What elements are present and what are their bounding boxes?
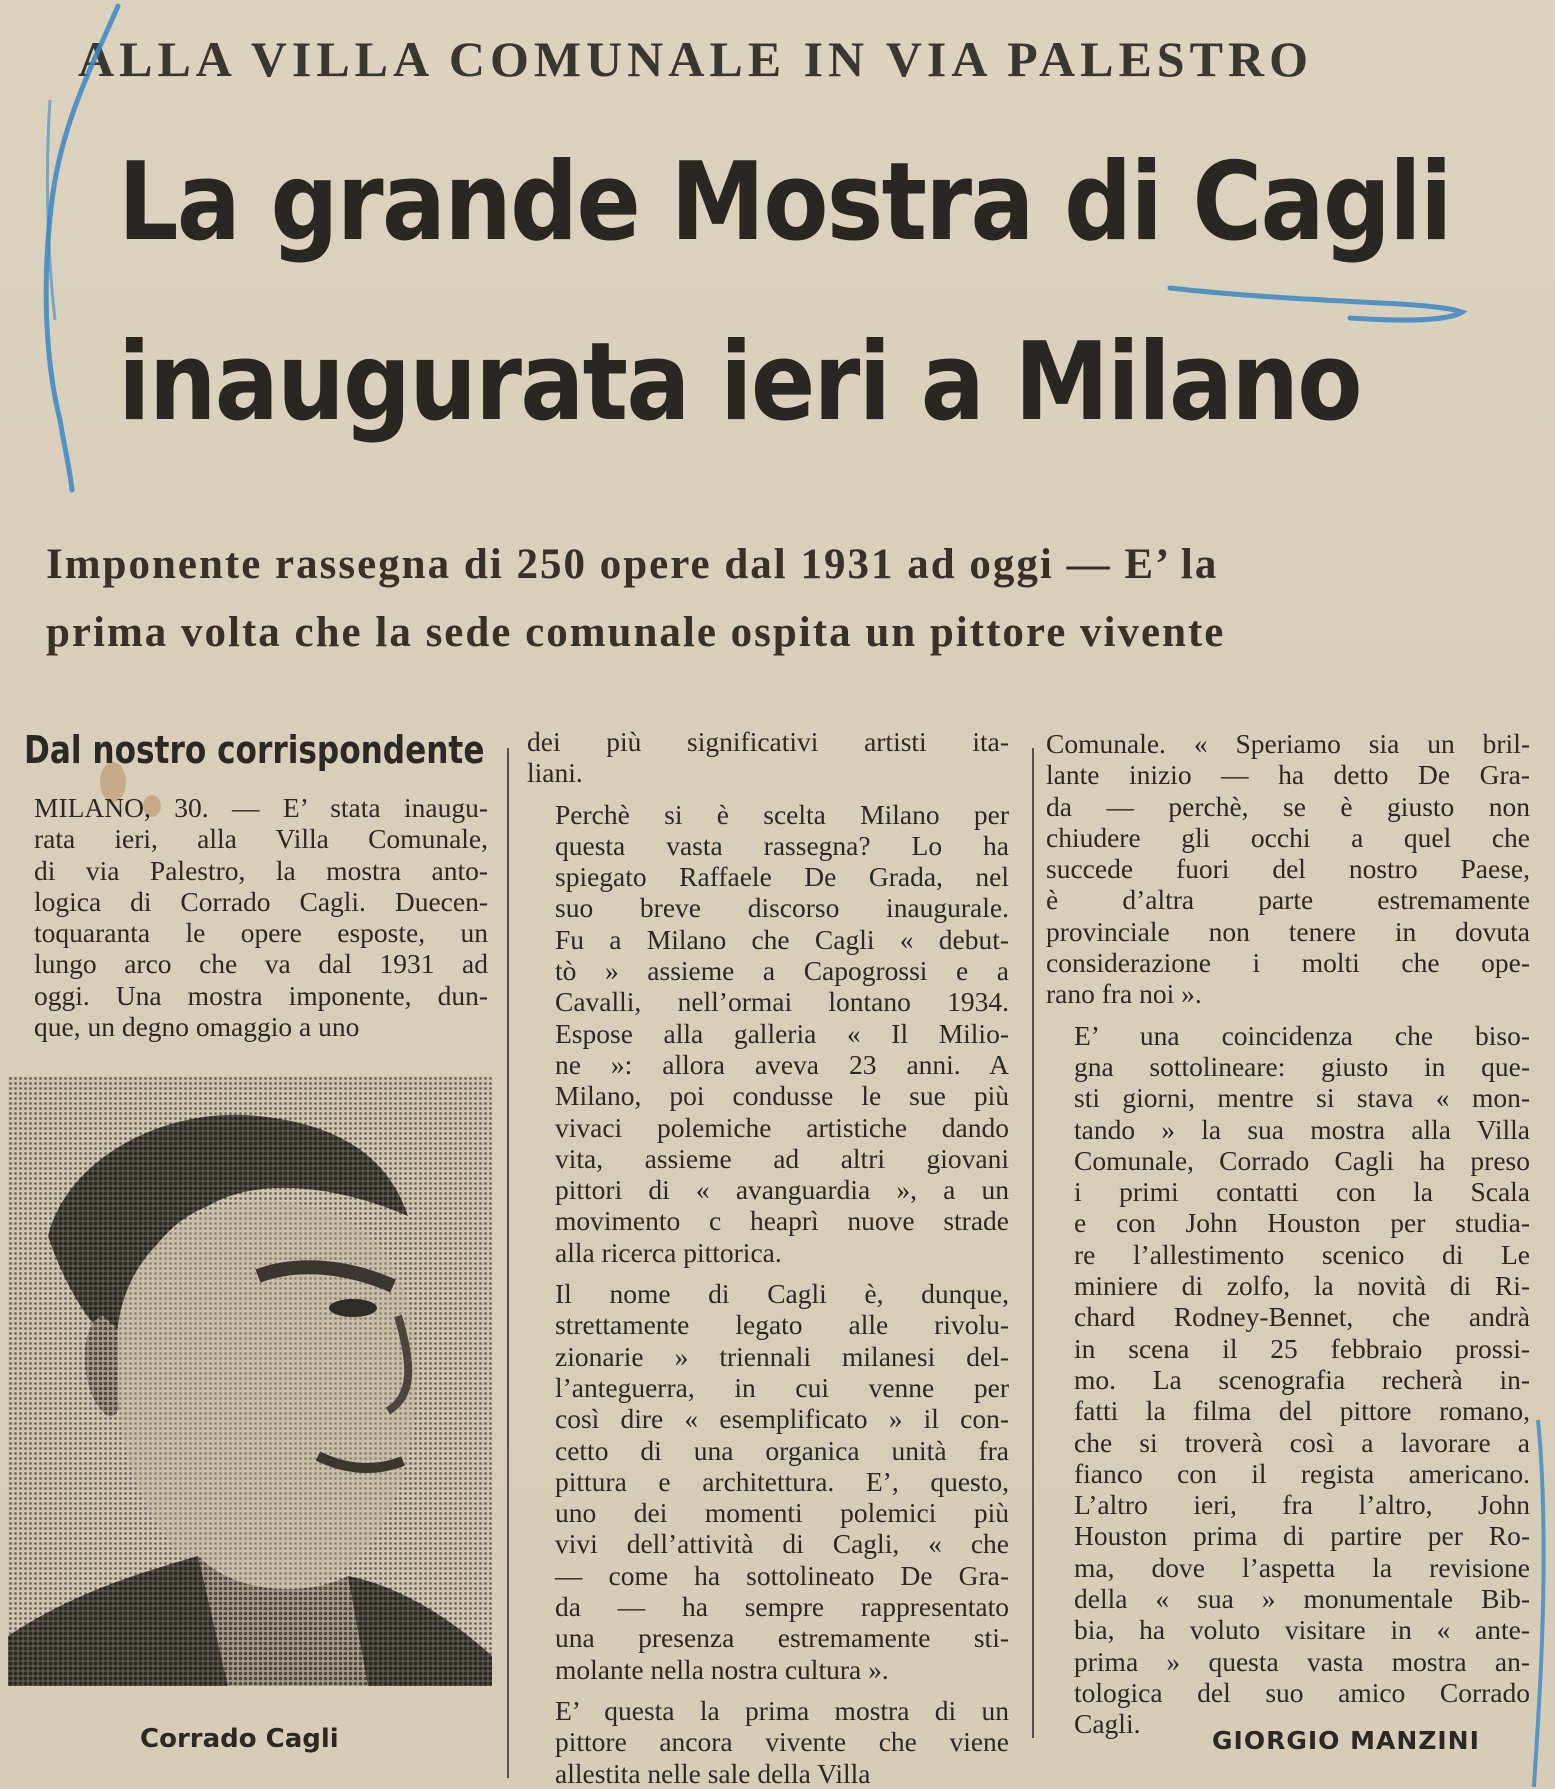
text-line: i primi contatti con la Scala <box>1074 1176 1530 1208</box>
text-line: Espose alla galleria « Il Milio- <box>555 1017 1009 1049</box>
text-line: Cavalli, nell’ormai lontano 1934. <box>555 986 1009 1018</box>
text-line: strettamente legato alle rivolu- <box>555 1309 1009 1341</box>
text-line: da — perchè, se è giusto non <box>1046 790 1530 822</box>
text-line: rata ieri, alla Villa Comunale, <box>34 823 488 855</box>
text-line: considerazione i molti che ope- <box>1046 947 1530 979</box>
text-line: spiegato Raffaele De Grada, nel <box>555 861 1009 893</box>
text-line: Cagli. <box>1074 1708 1141 1740</box>
main-headline-line-2: inaugurata ieri a Milano <box>118 320 1361 445</box>
text-line: vivaci polemiche artistiche dando <box>555 1111 1009 1143</box>
text-line: logica di Corrado Cagli. Duecen- <box>34 885 488 917</box>
text-line: tologica del suo amico Corrado <box>1074 1676 1530 1708</box>
portrait-photo <box>8 1076 492 1686</box>
text-line: E’ una coincidenza che biso- <box>1074 1019 1530 1051</box>
text-line: sti giorni, mentre si stava « mon- <box>1074 1082 1530 1114</box>
article-paragraph <box>527 1278 1009 1685</box>
text-line: ne »: allora aveva 23 anni. A <box>555 1048 1009 1080</box>
article-column-1 <box>34 792 488 1042</box>
text-line: cetto di una organica unità fra <box>555 1434 1009 1466</box>
text-line: lungo arco che va dal 1931 ad <box>34 948 488 980</box>
deck-line-2: prima volta che la sede comunale ospita un pittore vivente <box>46 609 1226 656</box>
text-line: Il nome di Cagli è, dunque, <box>555 1278 1009 1310</box>
text-line: que, un degno omaggio a uno <box>34 1011 360 1043</box>
photo-caption: Corrado Cagli <box>140 1724 339 1754</box>
article-paragraph <box>527 726 1009 789</box>
text-line: pittore ancora vivente che viene <box>555 1726 1009 1758</box>
text-line: è d’altra parte estremamente <box>1046 884 1530 916</box>
byline: Dal nostro corrispondente <box>24 728 485 772</box>
text-line: questa vasta rassegna? Lo ha <box>555 829 1009 861</box>
main-headline-line-1: La grande Mostra di Cagli <box>118 140 1451 265</box>
text-line: zionarie » triennali milanesi del- <box>555 1340 1009 1372</box>
text-line: re l’allestimento scenico di Le <box>1074 1238 1530 1270</box>
text-line: miniere di zolfo, la novità di Ri- <box>1074 1270 1530 1302</box>
text-line: da — ha sempre rappresentato <box>555 1591 1009 1623</box>
text-line: bia, ha voluto visitare in « ante- <box>1074 1614 1530 1646</box>
author-signature: GIORGIO MANZINI <box>1212 1726 1480 1755</box>
text-line: una presenza estremamente sti- <box>555 1622 1009 1654</box>
text-line: suo breve discorso inaugurale. <box>555 892 1009 924</box>
text-line: — come ha sottolineato De Gra- <box>555 1559 1009 1591</box>
text-line: tò » assieme a Capogrossi e a <box>555 955 1009 987</box>
text-line: l’anteguerra, in cui venne per <box>555 1371 1009 1403</box>
text-line: e con John Houston per studia- <box>1074 1207 1530 1239</box>
text-line: che si troverà così a lavorare a <box>1074 1426 1530 1458</box>
text-line: di via Palestro, la mostra anto- <box>34 854 488 886</box>
portrait-illustration <box>8 1076 492 1686</box>
text-line: L’altro ieri, fra l’altro, John <box>1074 1489 1530 1521</box>
article-paragraph <box>527 799 1009 1268</box>
text-line: E’ questa la prima mostra di un <box>555 1694 1009 1726</box>
text-line: rano fra noi ». <box>1046 978 1202 1010</box>
text-line: uno dei momenti polemici più <box>555 1497 1009 1529</box>
text-line: ma, dove l’aspetta la revisione <box>1074 1551 1530 1583</box>
text-line: chiudere gli occhi a quel che <box>1046 821 1530 853</box>
column-rule <box>507 748 509 1778</box>
text-line: Fu a Milano che Cagli « debut- <box>555 923 1009 955</box>
deck-line-1: Imponente rassegna di 250 opere dal 1931 ad oggi — E’ la <box>46 541 1219 588</box>
text-line: provinciale non tenere in dovuta <box>1046 915 1530 947</box>
article-column-3 <box>1046 728 1530 1740</box>
text-line: liani. <box>527 757 583 789</box>
text-line: Comunale. « Speriamo sia un bril- <box>1046 728 1530 759</box>
article-paragraph <box>34 792 488 1042</box>
article-paragraph <box>1046 1020 1530 1740</box>
text-line: fatti la filma del pittore romano, <box>1074 1395 1530 1427</box>
text-line: allestita nelle sale della Villa <box>555 1757 871 1789</box>
text-line: pittura e architettura. E’, questo, <box>555 1465 1009 1497</box>
text-line: mo. La scenografia recherà in- <box>1074 1363 1530 1395</box>
text-line: Milano, poi condusse le sue più <box>555 1080 1009 1112</box>
text-line: oggi. Una mostra imponente, dun- <box>34 979 488 1011</box>
kicker-headline: ALLA VILLA COMUNALE IN VIA PALESTRO <box>78 31 1313 87</box>
text-line: vivi dell’attività di Cagli, « che <box>555 1528 1009 1560</box>
text-line: pittori di « avanguardia », a un <box>555 1174 1009 1206</box>
text-line: molante nella nostra cultura ». <box>555 1653 889 1685</box>
text-line: fianco con il regista americano. <box>1074 1457 1530 1489</box>
text-line: chard Rodney-Bennet, che andrà <box>1074 1301 1530 1333</box>
text-line: MILANO, 30. — E’ stata inaugu- <box>34 792 488 823</box>
text-line: gna sottolineare: giusto in que- <box>1074 1050 1530 1082</box>
text-line: toquaranta le opere esposte, un <box>34 917 488 949</box>
text-line: tando » la sua mostra alla Villa <box>1074 1113 1530 1145</box>
text-line: prima » questa vasta mostra an- <box>1074 1645 1530 1677</box>
text-line: movimento c heaprì nuove strade <box>555 1205 1009 1237</box>
column-rule <box>1032 748 1034 1738</box>
text-line: lante inizio — ha detto De Gra- <box>1046 759 1530 791</box>
text-line: dei più significativi artisti ita- <box>527 726 1009 757</box>
text-line: alla ricerca pittorica. <box>555 1236 782 1268</box>
article-column-2 <box>527 726 1009 1789</box>
text-line: vita, assieme ad altri giovani <box>555 1142 1009 1174</box>
text-line: in scena il 25 febbraio prossi- <box>1074 1332 1530 1364</box>
text-line: Houston prima di partire per Ro- <box>1074 1520 1530 1552</box>
article-paragraph <box>1046 728 1530 1010</box>
text-line: Perchè si è scelta Milano per <box>555 798 1009 830</box>
text-line: succede fuori del nostro Paese, <box>1046 853 1530 885</box>
text-line: Comunale, Corrado Cagli ha preso <box>1074 1144 1530 1176</box>
text-line: così dire « esemplificato » il con- <box>555 1403 1009 1435</box>
article-paragraph <box>527 1695 1009 1789</box>
text-line: della « sua » monumentale Bib- <box>1074 1583 1530 1615</box>
